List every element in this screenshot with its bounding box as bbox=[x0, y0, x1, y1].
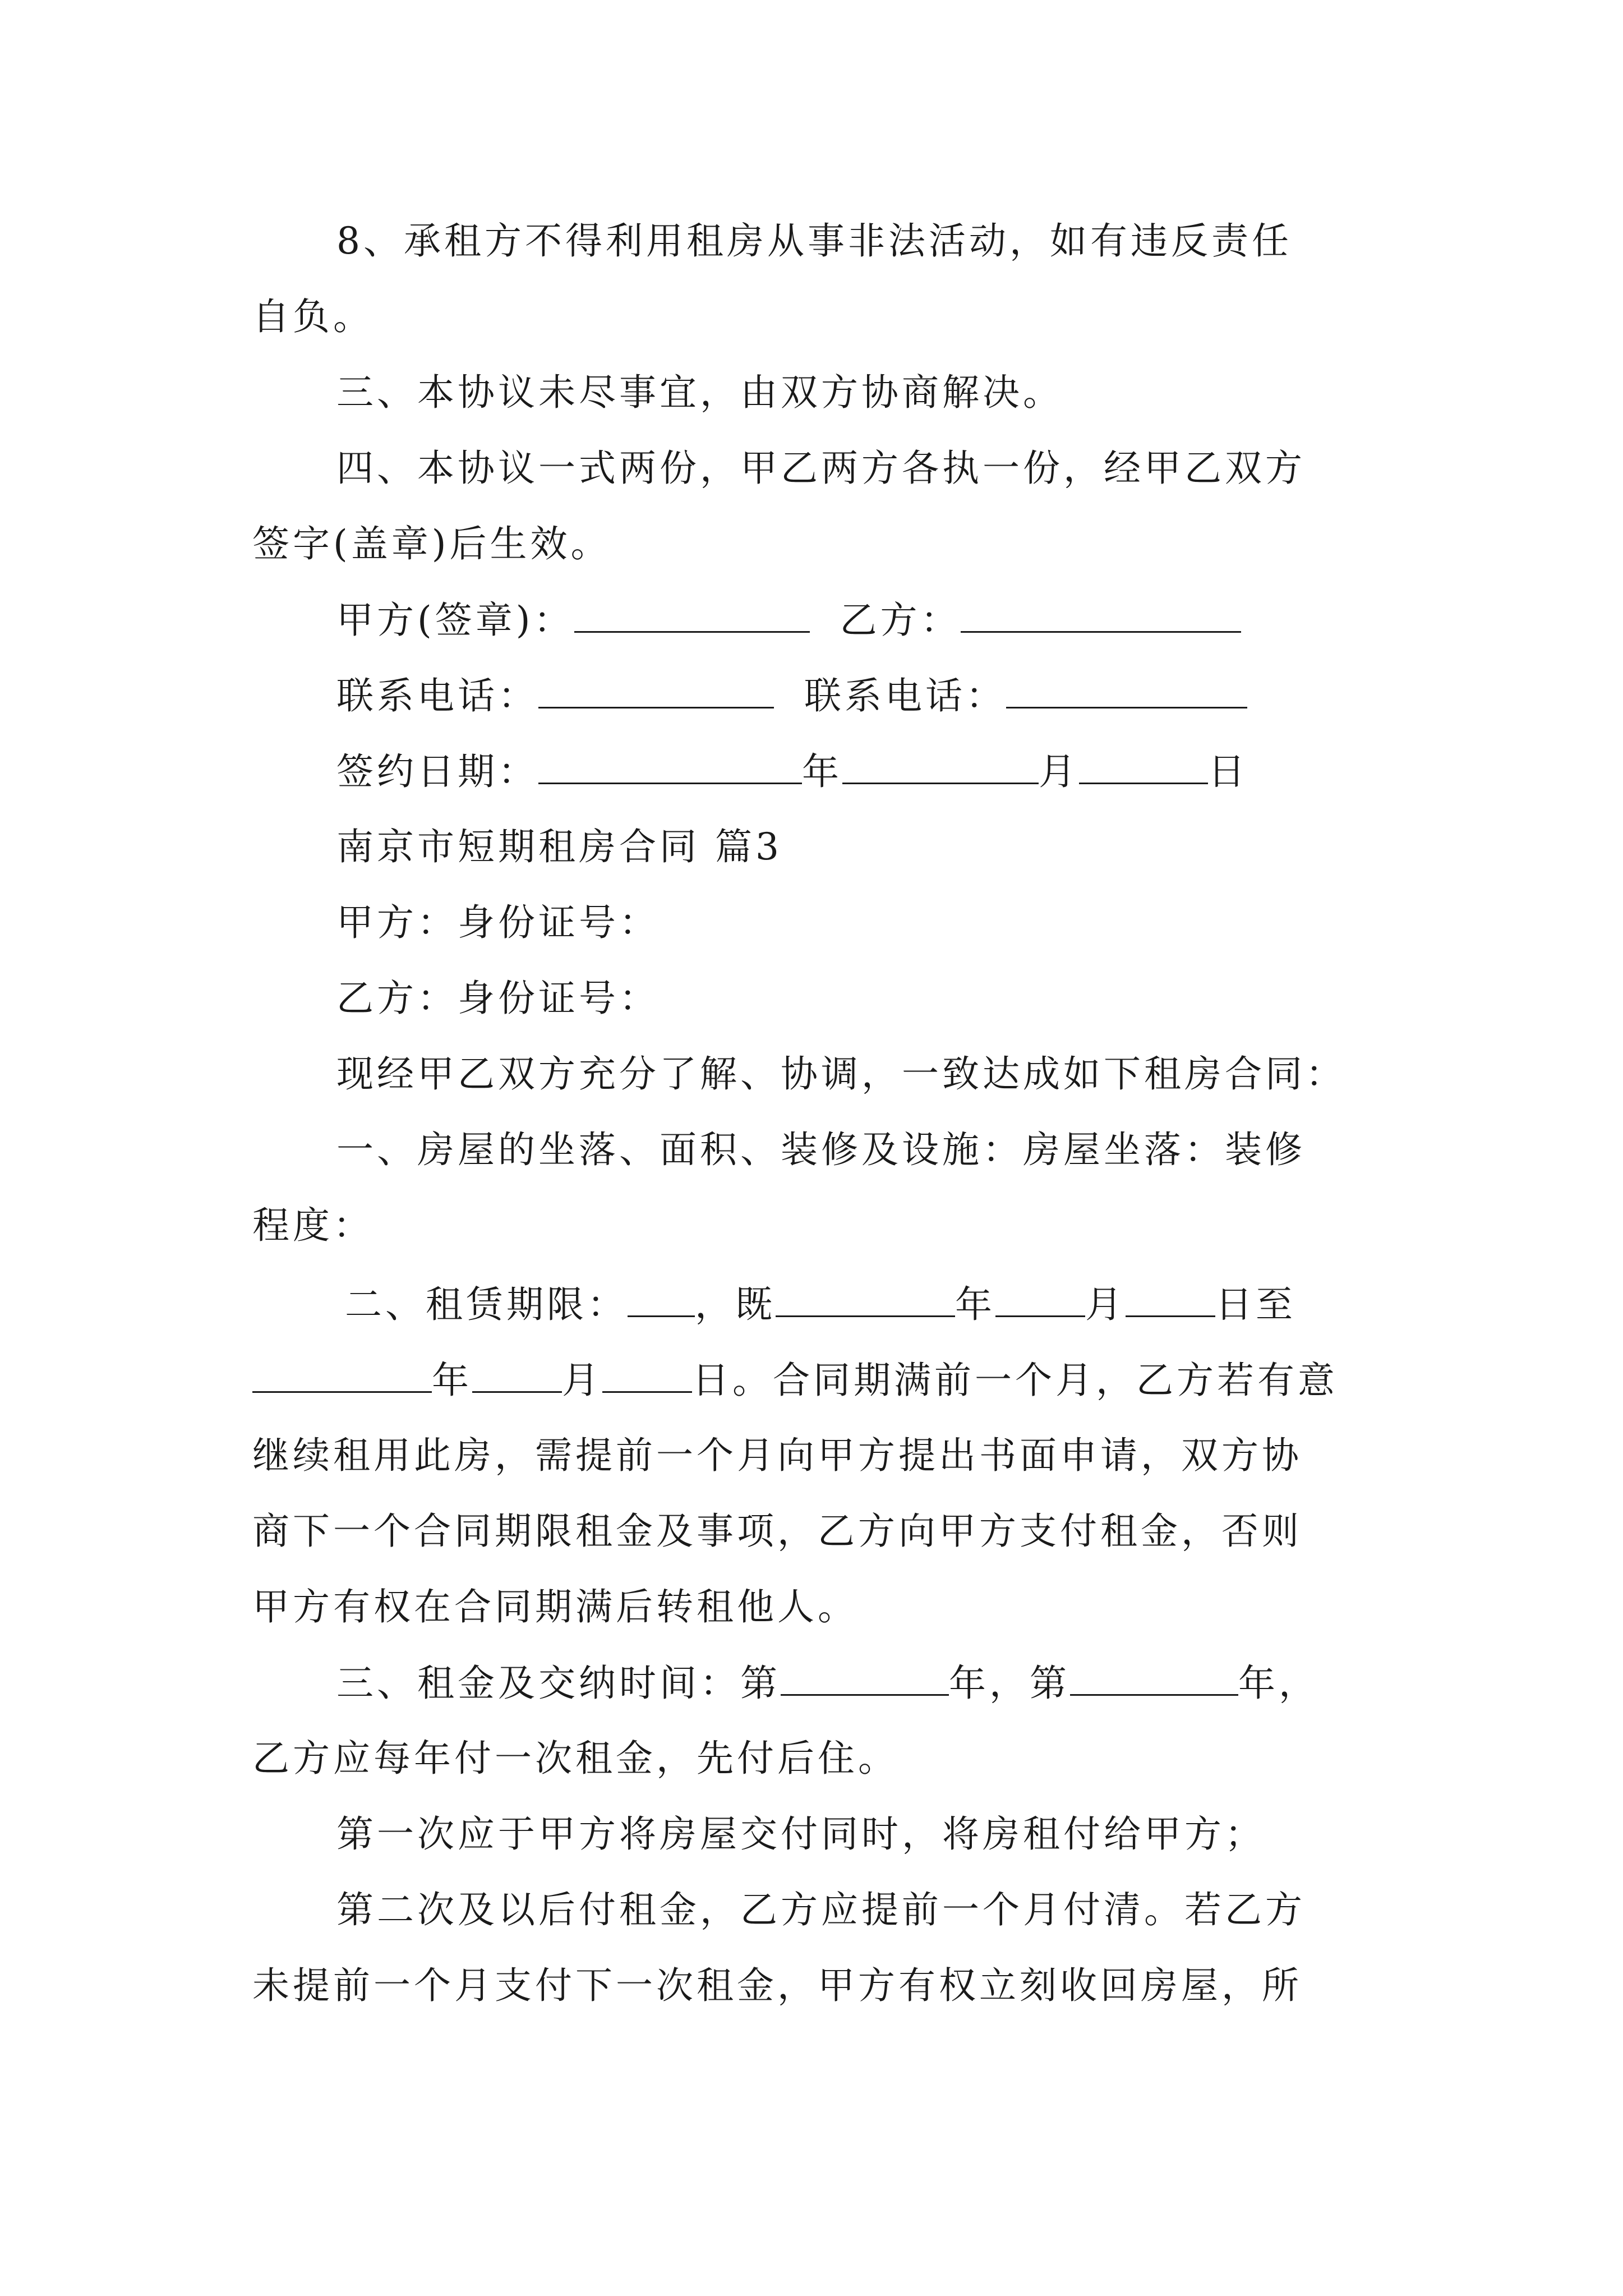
phone-row bbox=[336, 668, 1247, 724]
clause2-line bbox=[345, 1276, 1296, 1333]
party-a-id: 甲方：身份证号： bbox=[336, 901, 660, 944]
party-a-sign-blank bbox=[574, 592, 810, 633]
clause3-line bbox=[336, 1655, 1319, 1711]
end-month-text: 月 bbox=[562, 1359, 602, 1402]
phone-b-blank bbox=[1006, 668, 1247, 708]
clause1-line: 一、房屋的坐落、面积、装修及设施：房屋坐落：装修 bbox=[336, 1128, 1306, 1171]
party-b-id: 乙方：身份证号： bbox=[336, 977, 660, 1020]
start-day-text: 日至 bbox=[1215, 1283, 1296, 1326]
signature-row bbox=[336, 592, 1241, 648]
clause3-line: 乙方应每年付一次租金，先付后住。 bbox=[252, 1737, 898, 1780]
day-blank bbox=[1079, 743, 1208, 784]
start-month-text: 月 bbox=[1085, 1283, 1126, 1326]
paragraph-line: 三、本协议未尽事宜，由双方协商解决。 bbox=[336, 371, 1063, 414]
clause3-label: 三、租金及交纳时间：第 bbox=[336, 1662, 781, 1705]
party-b-sign-blank bbox=[961, 592, 1241, 633]
start-year-text: 年 bbox=[955, 1283, 995, 1326]
end-month-blank bbox=[472, 1352, 562, 1393]
start-day-blank bbox=[1126, 1276, 1215, 1317]
year-text: 年 bbox=[802, 750, 842, 793]
phone-a-blank bbox=[538, 668, 774, 708]
clause2-from: ，既 bbox=[695, 1283, 776, 1326]
first-year-blank bbox=[781, 1655, 949, 1696]
phone-b-label: 联系电话： bbox=[804, 674, 1006, 717]
date-row bbox=[336, 743, 1248, 800]
payment-line: 第二次及以后付租金，乙方应提前一个月付清。若乙方 bbox=[336, 1888, 1306, 1931]
end-year-blank bbox=[252, 1352, 432, 1393]
end-day-blank bbox=[602, 1352, 692, 1393]
paragraph-line: 自负。 bbox=[252, 295, 374, 338]
clause3-end: 年， bbox=[1238, 1662, 1319, 1705]
section-title: 南京市短期租房合同 篇3 bbox=[336, 825, 782, 868]
end-year-text: 年 bbox=[432, 1359, 472, 1402]
paragraph-line: 四、本协议一式两份，甲乙两方各执一份，经甲乙双方 bbox=[336, 447, 1306, 490]
intro-line: 现经甲乙双方充分了解、协调，一致达成如下租房合同： bbox=[336, 1052, 1346, 1096]
month-text: 月 bbox=[1039, 750, 1079, 793]
clause2-line: 甲方有权在合同期满后转租他人。 bbox=[252, 1585, 858, 1628]
paragraph-line: 8、承租方不得利用租房从事非法活动，如有违反责任 bbox=[336, 219, 1292, 263]
clause2-line bbox=[252, 1352, 1338, 1409]
clause2-line: 商下一个合同期限租金及事项，乙方向甲方支付租金，否则 bbox=[252, 1510, 1302, 1553]
term-blank bbox=[628, 1276, 695, 1317]
clause3-mid: 年，第 bbox=[949, 1662, 1070, 1705]
clause1-line: 程度： bbox=[252, 1204, 374, 1247]
clause2-label: 二、租赁期限： bbox=[345, 1283, 628, 1326]
start-year-blank bbox=[776, 1276, 955, 1317]
party-b-sign-label: 乙方： bbox=[840, 599, 961, 642]
clause2-line: 继续租用此房，需提前一个月向甲方提出书面申请，双方协 bbox=[252, 1434, 1302, 1477]
day-text: 日 bbox=[1208, 750, 1248, 793]
start-month-blank bbox=[995, 1276, 1085, 1317]
second-year-blank bbox=[1070, 1655, 1238, 1696]
phone-a-label: 联系电话： bbox=[336, 674, 538, 717]
year-blank bbox=[538, 743, 802, 784]
clause2-rest: 日。合同期满前一个月，乙方若有意 bbox=[692, 1359, 1338, 1402]
paragraph-line: 签字(盖章)后生效。 bbox=[252, 522, 611, 565]
date-label: 签约日期： bbox=[336, 750, 538, 793]
payment-line: 第一次应于甲方将房屋交付同时，将房租付给甲方； bbox=[336, 1812, 1265, 1856]
payment-line: 未提前一个月支付下一次租金，甲方有权立刻收回房屋，所 bbox=[252, 1964, 1302, 2007]
month-blank bbox=[842, 743, 1039, 784]
party-a-sign-label: 甲方(签章)： bbox=[336, 599, 574, 642]
